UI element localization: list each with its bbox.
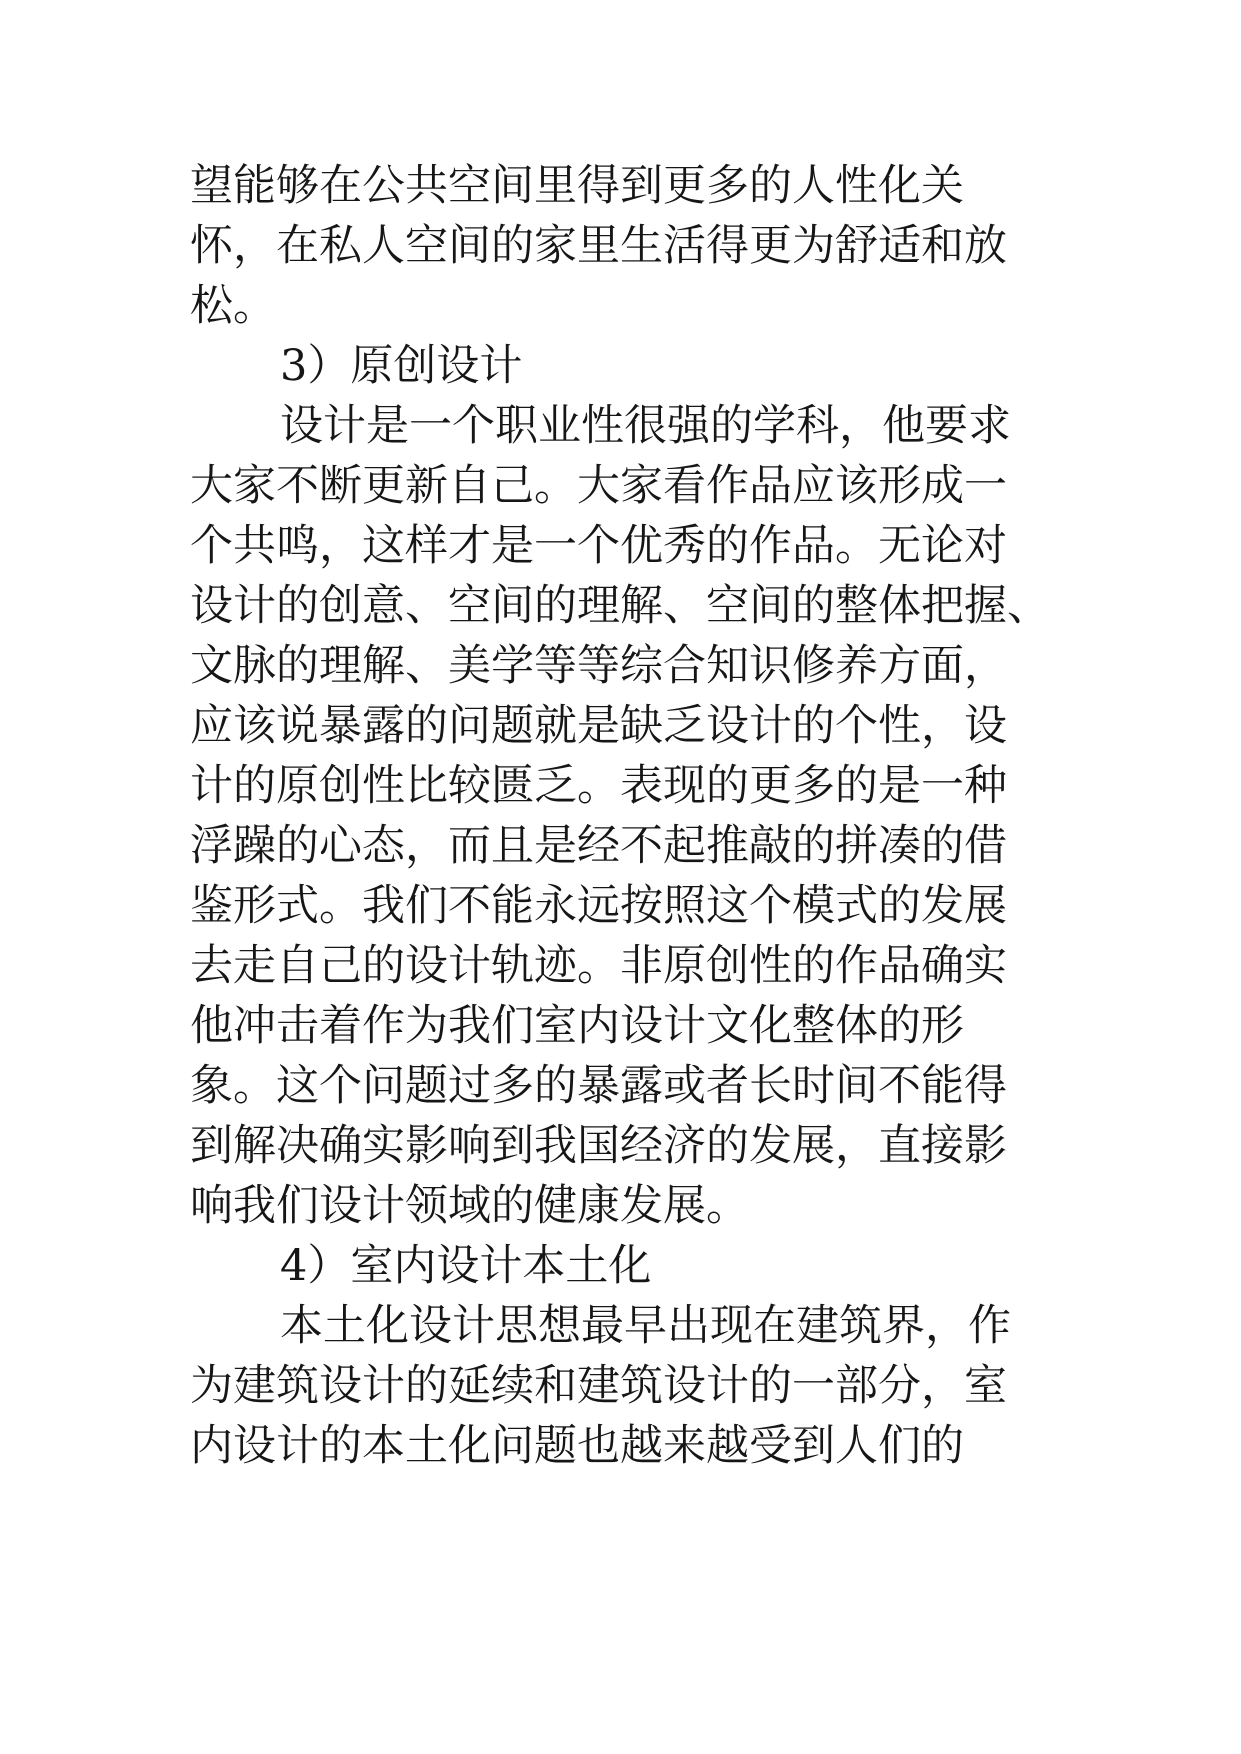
text-line: 象。这个问题过多的暴露或者长时间不能得	[190, 1061, 1007, 1111]
text-line: 望能够在公共空间里得到更多的人性化关	[190, 161, 964, 211]
text-line: 怀，在私人空间的家里生活得更为舒适和放	[190, 221, 1007, 271]
text-line: 设计的创意、空间的理解、空间的整体把握、	[190, 581, 1050, 631]
text-line: 浮躁的心态，而且是经不起推敲的拼凑的借	[190, 821, 1007, 871]
text-line: 大家不断更新自己。大家看作品应该形成一	[190, 461, 1007, 511]
text-line: 个共鸣，这样才是一个优秀的作品。无论对	[190, 521, 1007, 571]
text-line: 他冲击着作为我们室内设计文化整体的形	[190, 1001, 964, 1051]
text-line: 松。	[190, 281, 276, 331]
text-line: 设计是一个职业性很强的学科，他要求	[280, 401, 1011, 451]
body-text	[190, 156, 1090, 1476]
text-line: 计的原创性比较匮乏。表现的更多的是一种	[190, 761, 1007, 811]
text-line: 内设计的本土化问题也越来越受到人们的	[190, 1421, 964, 1471]
text-line: 本土化设计思想最早出现在建筑界，作	[280, 1301, 1011, 1351]
text-line: 应该说暴露的问题就是缺乏设计的个性，设	[190, 701, 1007, 751]
text-line: 到解决确实影响到我国经济的发展，直接影	[190, 1121, 1007, 1171]
section-heading-original-design: 3）原创设计	[280, 341, 523, 391]
text-line: 为建筑设计的延续和建筑设计的一部分，室	[190, 1361, 1007, 1411]
text-line: 响我们设计领域的健康发展。	[190, 1181, 749, 1231]
text-line: 鉴形式。我们不能永远按照这个模式的发展	[190, 881, 1007, 931]
section-heading-localization: 4）室内设计本土化	[280, 1241, 652, 1291]
text-line: 文脉的理解、美学等等综合知识修养方面，	[190, 641, 1007, 691]
text-line: 去走自己的设计轨迹。非原创性的作品确实	[190, 941, 1007, 991]
